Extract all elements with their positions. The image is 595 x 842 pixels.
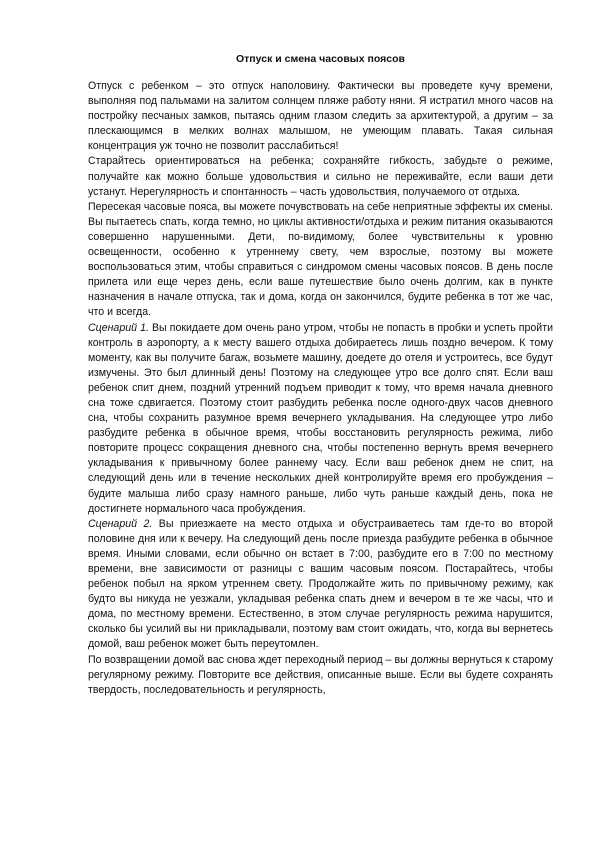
paragraph-text: Вы приезжаете на место отдыха и обустраиваетесь там где-то во второй половине дня или к вечеру. На следующий день после приезда разбудите ребенка в обычное время. Иными словами, если обычно он встает в 7:00, разбудите его в 7:00 по местному времени, вне зависимости от разницы с вашим часовым поясом. Постарайтесь, чтобы ребенок побыл на ярком утреннем свету. Продолжайте жить по привычному режиму, как будто вы никуда не уезжали, укладывая ребенка спать днем и вечером в те же часы, что и дома, по местному времени. Естественно, в этом случае регулярность режима нарушится, сколько бы усилий вы ни прикладывали, поэтому вам стоит ожидать, что, когда вы вернетесь домой, ваш ребенок может быть переутомлен. xyxy=(88,517,553,651)
paragraph-scenario-2 xyxy=(88,517,553,653)
paragraph-text: Вы покидаете дом очень рано утром, чтобы не попасть в пробки и успеть пройти контроль в аэропорту, а к месту вашего отдыха добираетесь лишь поздно вечером. К тому моменту, как вы получите багаж, возьмете машину, доедете до отеля и устроитесь, все будут измучены. Это был длинный день! Поэтому на следующее утро все долго спят. Если ваш ребенок спит днем, поздний утренний подъем приводит к тому, что время начала дневного сна тоже сдвигается. Поэтому стоит разбудить ребенка после одного-двух часов дневного сна, чтобы сохранить разумное время вечернего укладывания. На следующее утро либо разбудите ребенка в обычное время, чтобы восстановить регулярность режима, либо повторите процесс сокращения дневного сна, чтобы постепенно вернуть время вечернего укладывания к привычному более раннему часу. Если ваш ребенок днем не спит, на следующий день или в течение нескольких дней контролируйте время его пробуждения – будите малыша либо сразу намного раньше, либо чуть раньше каждый день, пока не достигнете нормального часа пробуждения. xyxy=(88,321,553,515)
paragraph-text: Пересекая часовые пояса, вы можете почувствовать на себе неприятные эффекты их смены. Вы пытаетесь спать, когда темно, но циклы активности/отдыха и режим питания оказываются совершенно нарушенными. Дети, по-видимому, более чувствительны к уровню освещенности, особенно к утреннему свету, чем взрослые, поэтому вы можете воспользоваться этим, чтобы справиться с синдромом смены часовых поясов. В день после прилета или еще через день, если ваше путешествие было очень долгим, как в пункте назначения в начале отпуска, так и дома, когда он закончился, будите ребенка в тот же час, что и всегда. xyxy=(88,200,553,319)
paragraph-text: По возвращении домой вас снова ждет переходный период – вы должны вернуться к старому регулярному режиму. Повторите все действия, описанные выше. Если вы будете сохранять твердость, последовательность и регулярность, xyxy=(88,653,553,696)
paragraph-6 xyxy=(88,653,553,698)
document-title: Отпуск и смена часовых поясов xyxy=(236,53,405,65)
paragraph-text: Отпуск с ребенком – это отпуск наполовину. Фактически вы проведете кучу времени, выполняя под пальмами на залитом солнцем пляже работу няни. Я истратил много часов на постройку песчаных замков, пытаясь одним глазом следить за архитектурой, а другим – за плескающимся в мелких волнах малышом, не умеющим плавать. Такая сильная концентрация уж точно не позволит расслабиться! xyxy=(88,80,553,153)
paragraph-scenario-1 xyxy=(88,321,553,517)
paragraph-2 xyxy=(88,154,553,199)
document-page xyxy=(88,52,553,698)
scenario-2-label: Сценарий 2. xyxy=(88,517,153,530)
paragraph-3 xyxy=(88,200,553,321)
scenario-1-label: Сценарий 1. xyxy=(88,321,149,334)
paragraph-text: Старайтесь ориентироваться на ребенка; сохраняйте гибкость, забудьте о режиме, получайте как можно больше удовольствия и сильно не переживайте, если ваши дети устанут. Нерегулярность и спонтанность – часть удовольствия, получаемого от отдыха. xyxy=(88,155,553,198)
paragraph-1 xyxy=(88,79,553,154)
